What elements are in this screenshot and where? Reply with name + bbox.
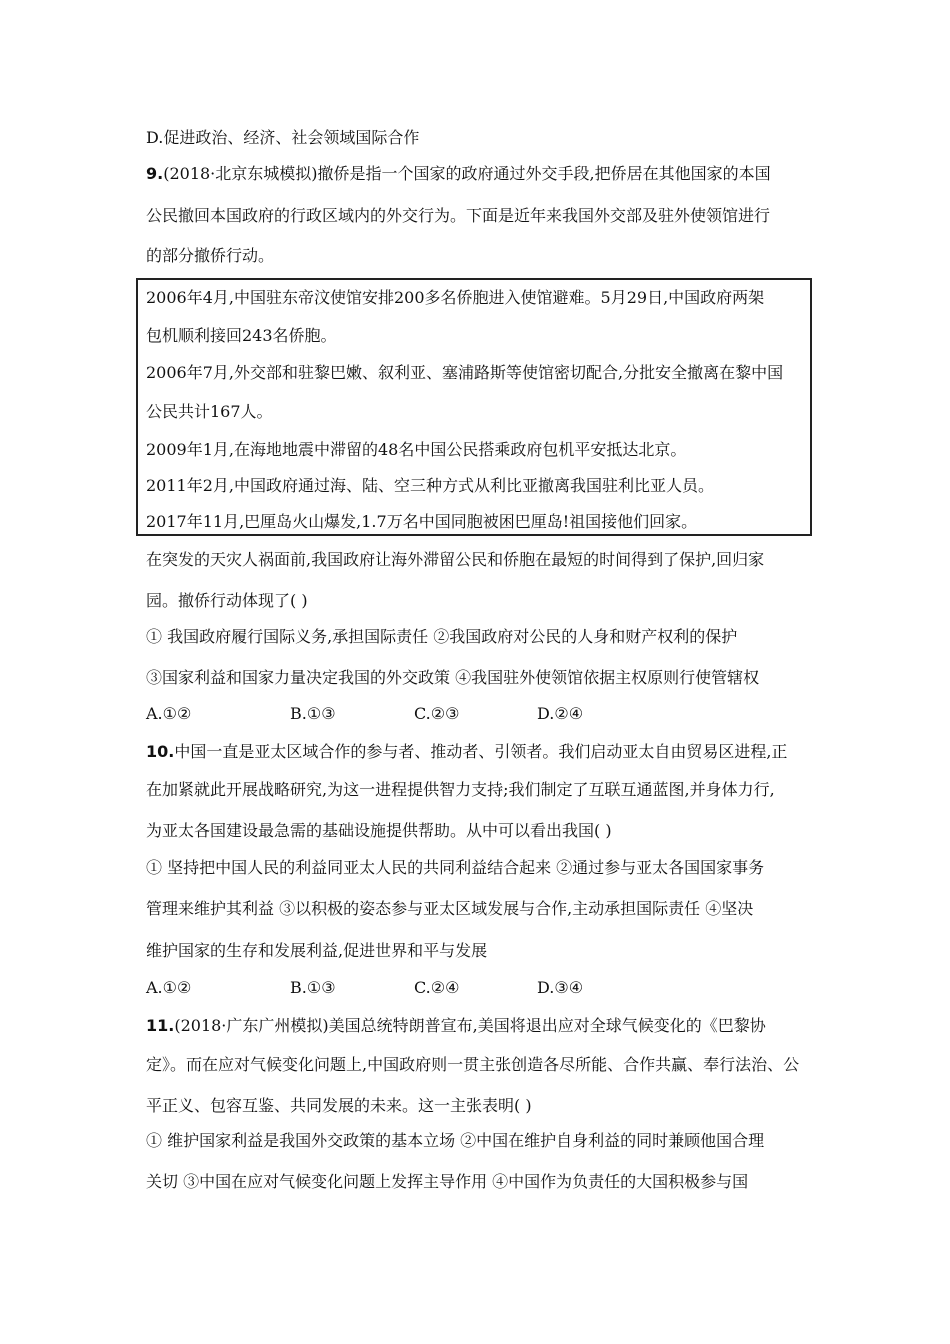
- question-number: 10.: [146, 742, 175, 761]
- option-a[interactable]: A.①②: [146, 978, 192, 997]
- question-text: (2018·北京东城模拟)撤侨是指一个国家的政府通过外交手段,把侨居在其他国家的本国: [163, 164, 771, 183]
- question-10-line-3: 为亚太各国建设最急需的基础设施提供帮助。从中可以看出我国( ): [146, 821, 612, 840]
- question-10-statements: ① 坚持把中国人民的利益同亚太人民的共同利益结合起来 ②通过参与亚太各国国家事务: [146, 858, 765, 877]
- question-9-stem: 在突发的天灾人祸面前,我国政府让海外滞留公民和侨胞在最短的时间得到了保护,回归家: [146, 550, 765, 569]
- option-d[interactable]: D.③④: [537, 978, 584, 997]
- question-9-line-3: 的部分撤侨行动。: [146, 246, 275, 265]
- question-text: 中国一直是亚太区域合作的参与者、推动者、引领者。我们启动亚太自由贸易区进程,正: [174, 742, 788, 761]
- option-b[interactable]: B.①③: [290, 704, 336, 723]
- question-9-line-1: [146, 164, 771, 184]
- question-11-line-2: 定》。而在应对气候变化问题上,中国政府则一贯主张创造各尽所能、合作共赢、奉行法治、公: [146, 1055, 800, 1074]
- question-10-line-1: [146, 742, 787, 762]
- question-number: 9.: [146, 164, 164, 183]
- box-line: 公民共计167人。: [146, 402, 273, 421]
- question-11-line-3: 平正义、包容互鉴、共同发展的未来。这一主张表明( ): [146, 1096, 532, 1115]
- box-line: 2011年2月,中国政府通过海、陆、空三种方式从利比亚撤离我国驻利比亚人员。: [146, 476, 714, 495]
- question-9-statements: ① 我国政府履行国际义务,承担国际责任 ②我国政府对公民的人身和财产权利的保护: [146, 627, 738, 646]
- question-9-statements: ③国家利益和国家力量决定我国的外交政策 ④我国驻外使领馆依据主权原则行使管辖权: [146, 668, 760, 687]
- question-10-statements: 维护国家的生存和发展利益,促进世界和平与发展: [146, 941, 488, 960]
- box-line: 2006年7月,外交部和驻黎巴嫩、叙利亚、塞浦路斯等使馆密切配合,分批安全撤离在黎中国: [146, 363, 784, 382]
- option-d[interactable]: D.②④: [537, 704, 584, 723]
- option-a[interactable]: A.①②: [146, 704, 192, 723]
- question-9-line-2: 公民撤回本国政府的行政区域内的外交行为。下面是近年来我国外交部及驻外使领馆进行: [146, 206, 771, 225]
- question-11-statements: 关切 ③中国在应对气候变化问题上发挥主导作用 ④中国作为负责任的大国积极参与国: [146, 1172, 749, 1191]
- box-line: 2017年11月,巴厘岛火山爆发,1.7万名中国同胞被困巴厘岛!祖国接他们回家。: [146, 512, 698, 531]
- option-d-prev-question: D.促进政治、经济、社会领域国际合作: [146, 128, 420, 147]
- question-text: (2018·广东广州模拟)美国总统特朗普宣布,美国将退出应对全球气候变化的《巴黎协: [174, 1016, 766, 1035]
- question-10-statements: 管理来维护其利益 ③以积极的姿态参与亚太区域发展与合作,主动承担国际责任 ④坚决: [146, 899, 754, 918]
- question-11-line-1: [146, 1016, 766, 1036]
- option-b[interactable]: B.①③: [290, 978, 336, 997]
- box-line: 2006年4月,中国驻东帝汶使馆安排200多名侨胞进入使馆避难。5月29日,中国政府两架: [146, 288, 765, 307]
- option-c[interactable]: C.②④: [414, 978, 460, 997]
- box-line: 2009年1月,在海地地震中滞留的48名中国公民搭乘政府包机平安抵达北京。: [146, 440, 687, 459]
- question-9-stem: 园。撤侨行动体现了( ): [146, 591, 308, 610]
- box-line: 包机顺利接回243名侨胞。: [146, 326, 337, 345]
- question-10-line-2: 在加紧就此开展战略研究,为这一进程提供智力支持;我们制定了互联互通蓝图,并身体力行,: [146, 780, 775, 799]
- question-11-statements: ① 维护国家利益是我国外交政策的基本立场 ②中国在维护自身利益的同时兼顾他国合理: [146, 1131, 765, 1150]
- question-number: 11.: [146, 1016, 175, 1035]
- option-c[interactable]: C.②③: [414, 704, 460, 723]
